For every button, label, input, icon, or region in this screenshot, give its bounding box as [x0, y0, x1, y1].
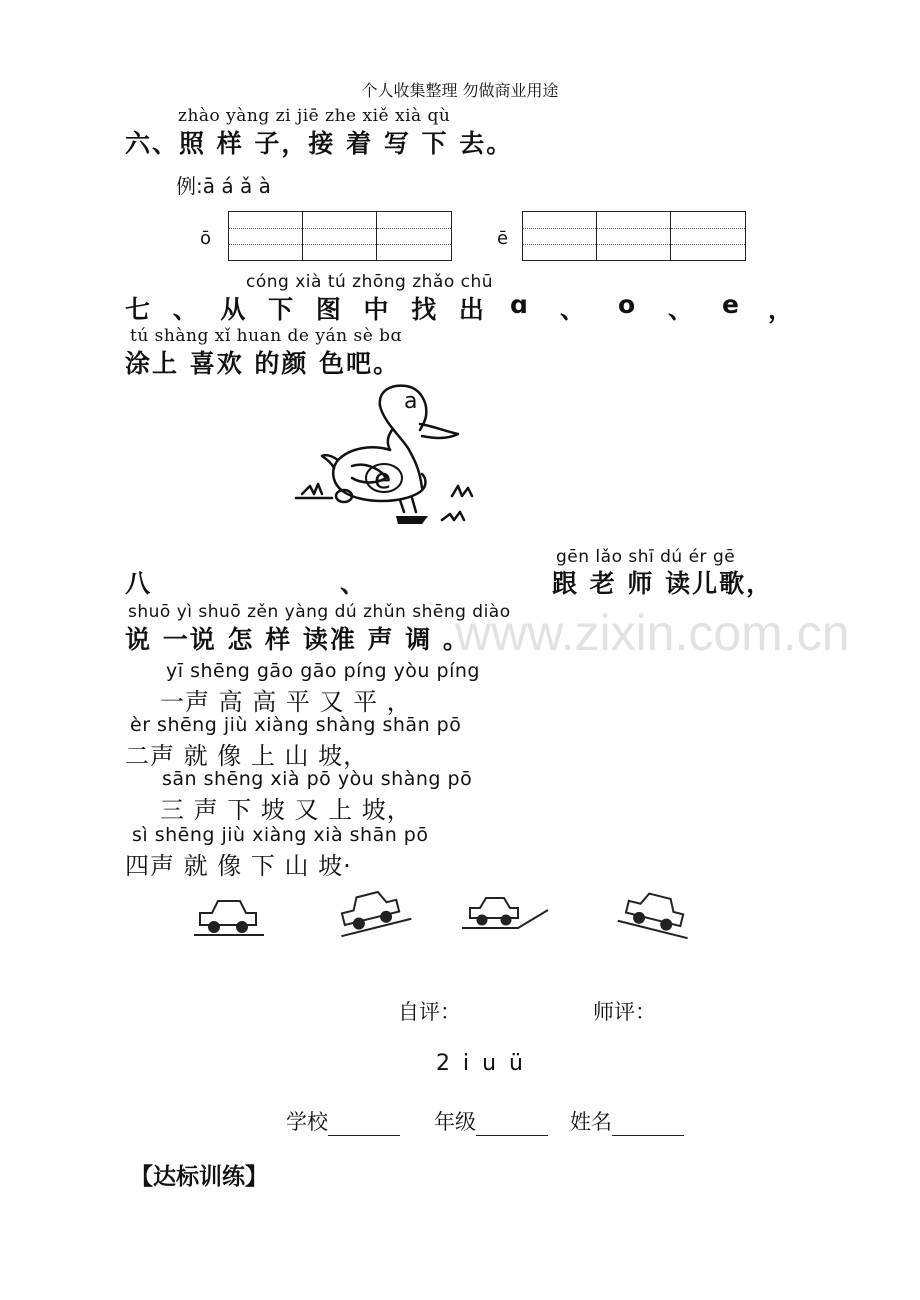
poem-pinyin-3: sān shēng xià pō yòu shàng pō: [162, 768, 473, 790]
writing-cell[interactable]: [671, 212, 745, 260]
s6-example: 例:ā á ǎ à: [176, 174, 271, 198]
s8-line-1: 跟 老 师 读儿歌，: [552, 569, 774, 598]
s7-sep-2: 、: [668, 295, 696, 324]
s7-pinyin-1: cóng xià tú zhōng zhǎo chū: [246, 272, 494, 292]
grade-blank[interactable]: [476, 1115, 548, 1136]
poem-pinyin-2: èr shēng jiù xiàng shàng shān pō: [130, 714, 462, 736]
writing-cell[interactable]: [377, 212, 451, 260]
writing-cell[interactable]: [597, 212, 671, 260]
poem-pinyin-1: yī shēng gāo gāo píng yòu píng: [166, 660, 480, 682]
s8-pinyin-1: gēn lǎo shī dú ér gē: [556, 547, 736, 567]
school-label: 学校: [286, 1110, 328, 1134]
car-tone-2-icon: [330, 880, 415, 940]
s7-comma: ，: [768, 295, 796, 324]
writing-grid-e[interactable]: [522, 211, 746, 261]
watermark: www.zixin.com.cn: [455, 605, 850, 661]
s7-line-2: 涂上 喜欢 的颜 色吧。: [125, 349, 401, 378]
writing-cell[interactable]: [303, 212, 377, 260]
poem-line-1: 一声 高 高 平 又 平 ，: [160, 688, 412, 716]
writing-cell[interactable]: [523, 212, 597, 260]
writing-grid-o[interactable]: [228, 211, 452, 261]
grade-label: 年级: [434, 1110, 476, 1134]
duck-letter-a: a: [404, 389, 418, 414]
teacher-eval-label: 师评：: [593, 1000, 656, 1024]
s7-letter-a: ɑ: [510, 290, 530, 319]
duck-letter-e: e: [374, 462, 392, 495]
s7-sep-1: 、: [560, 295, 588, 324]
s8-sep: 、: [340, 569, 368, 598]
s8-number: 八: [125, 569, 153, 598]
s8-pinyin-2: shuō yì shuō zěn yàng dú zhǔn shēng diào: [128, 602, 511, 622]
car-tone-4-icon: [615, 880, 700, 945]
grade-field[interactable]: [434, 1106, 548, 1136]
poem-pinyin-4: sì shēng jiù xiàng xià shān pō: [132, 824, 429, 846]
s7-letter-e: e: [722, 290, 741, 319]
s6-title: 六、照 样 子，接 着 写 下 去。: [125, 129, 514, 158]
poem-line-4: 四声 就 像 下 山 坡·: [125, 852, 352, 880]
car-tone-1-icon: [190, 885, 270, 945]
s7-letter-o: o: [618, 290, 638, 319]
s6-pinyin: zhào yàng zi jiē zhe xiě xià qù: [178, 106, 451, 126]
writing-cell[interactable]: [229, 212, 303, 260]
name-blank[interactable]: [612, 1115, 684, 1136]
page-header: 个人收集整理 勿做商业用途: [361, 81, 559, 100]
s7-pinyin-2: tú shàng xǐ huan de yán sè bɑ: [130, 326, 402, 346]
poem-line-2: 二声 就 像 上 山 坡，: [125, 742, 369, 770]
name-field[interactable]: [570, 1106, 684, 1136]
poem-line-3: 三 声 下 坡 又 上 坡，: [160, 796, 412, 824]
duck-illustration: [292, 378, 482, 528]
lesson-title: 2 i u ü: [436, 1051, 526, 1076]
s8-line-2: 说 一说 怎 样 读准 声 调 。: [125, 625, 470, 654]
name-label: 姓名: [570, 1110, 612, 1134]
school-field[interactable]: [286, 1106, 400, 1136]
s7-line-1: 七 、 从 下 图 中 找 出: [125, 295, 486, 324]
self-eval-label: 自评：: [398, 1000, 461, 1024]
label-o: ō: [200, 228, 212, 249]
car-tone-3-icon: [458, 882, 553, 942]
training-heading: 【达标训练】: [130, 1164, 268, 1190]
label-e: ē: [497, 228, 509, 249]
school-blank[interactable]: [328, 1115, 400, 1136]
